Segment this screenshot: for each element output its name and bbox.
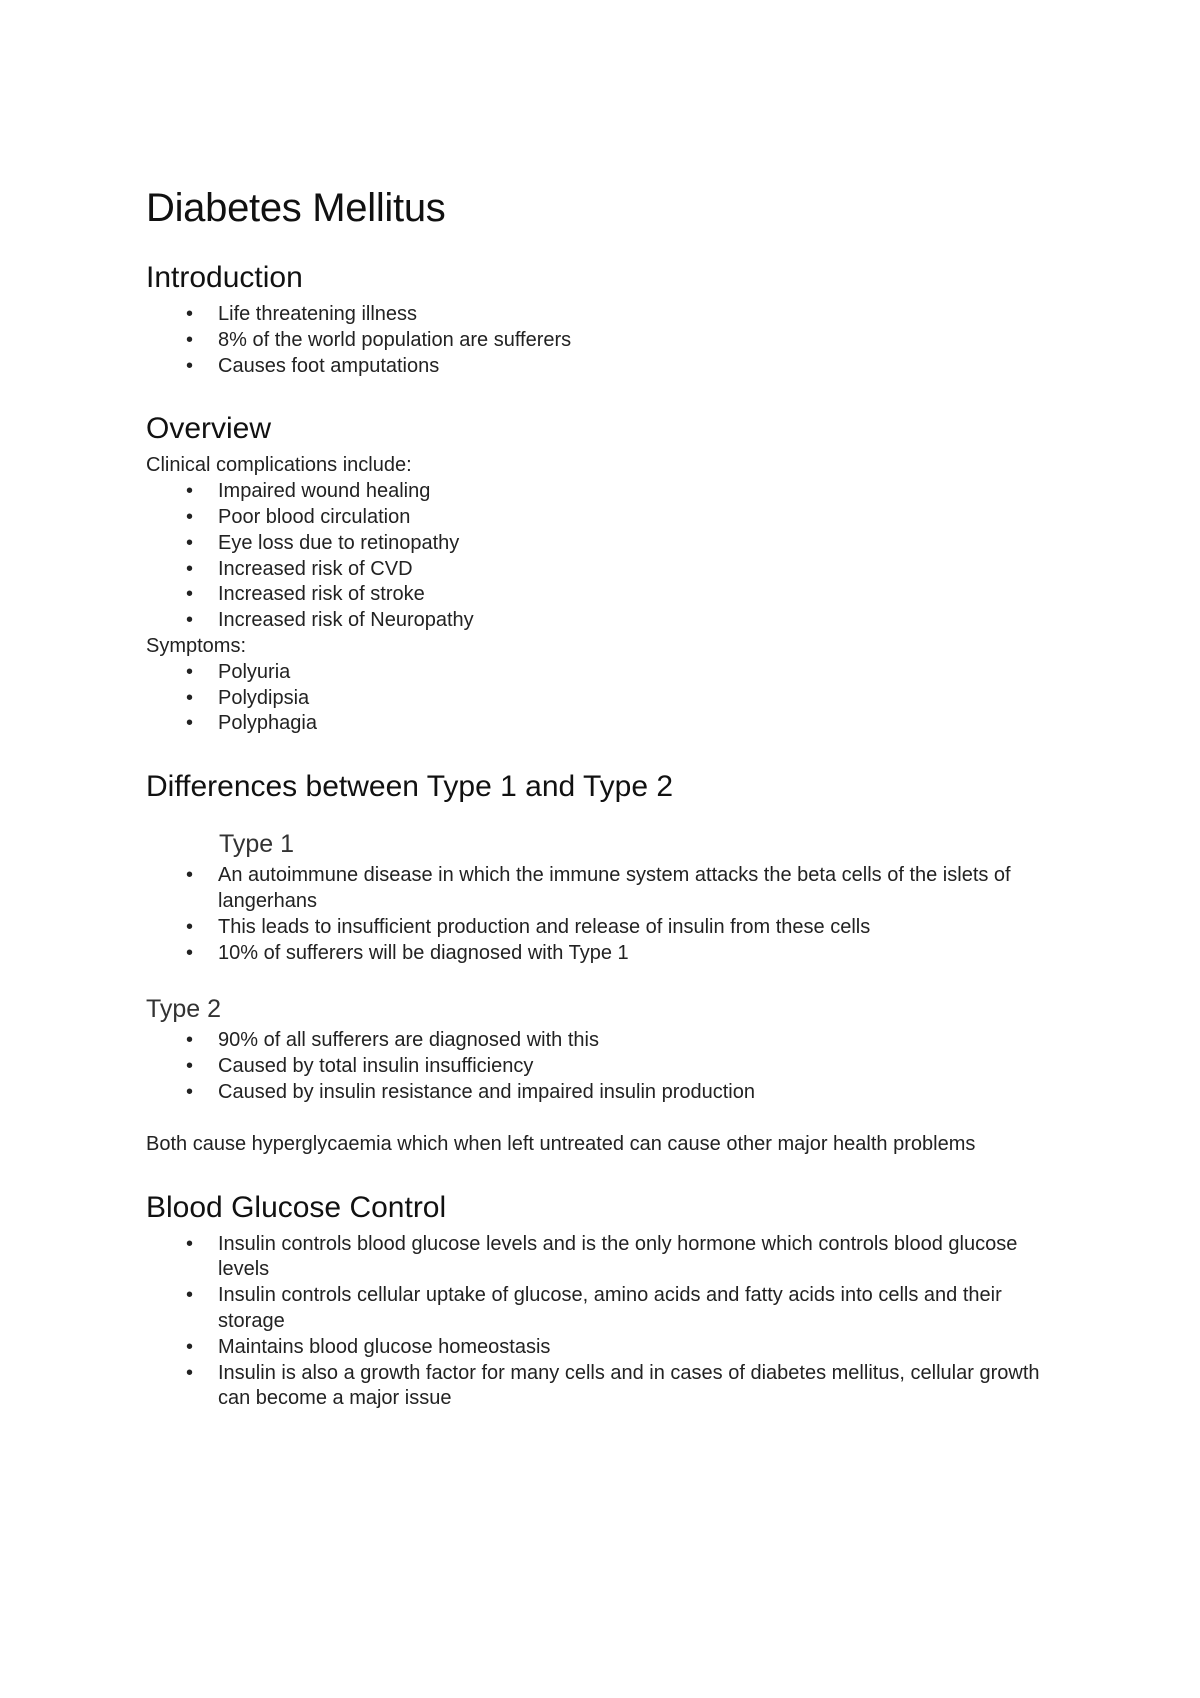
list-item [146,686,1066,712]
type2-list [146,1028,1066,1105]
bullet-icon: • [186,303,194,325]
list-item-text: Increased risk of stroke [218,583,425,606]
list-item-text: This leads to insufficient production and release of insulin from these cells [218,915,871,938]
bullet-icon: • [186,480,194,503]
symptoms-label: Symptoms: [146,634,247,657]
list-item [146,1283,1066,1335]
list-item [146,915,1066,941]
list-item [146,557,1066,583]
symptoms-list [146,660,1066,737]
introduction-heading: Introduction [146,261,303,294]
bullet-icon: • [186,941,194,964]
list-item-text: Polydipsia [218,686,310,709]
list-item-text: Insulin controls cellular uptake of glucose, amino acids and fatty acids into cells and their storage [218,1284,1002,1332]
bullet-icon: • [186,864,194,887]
list-item-text: Increased risk of CVD [218,557,413,580]
blood-glucose-heading: Blood Glucose Control [146,1190,447,1224]
type1-list [146,863,1066,966]
list-item [146,711,1066,737]
bullet-icon: • [186,557,194,580]
list-item [146,302,1066,328]
list-item-text: Maintains blood glucose homeostasis [218,1335,551,1358]
type1-heading: Type 1 [219,830,295,859]
list-item-text: Caused by insulin resistance and impaired insulin production [218,1080,755,1103]
list-item [146,660,1066,686]
document-body [146,184,1066,1412]
list-item-text: 10% of sufferers will be diagnosed with Type 1 [218,941,629,964]
overview-heading: Overview [146,412,272,446]
bullet-icon: • [186,1284,194,1307]
bullet-icon: • [186,1080,194,1103]
list-item [146,1028,1066,1054]
list-item [146,479,1066,505]
differences-summary: Both cause hyperglycaemia which when left untreated can cause other major health problems [146,1132,976,1155]
complications-label: Clinical complications include: [146,454,412,477]
list-item [146,1335,1066,1361]
bullet-icon: • [186,686,194,709]
bullet-icon: • [186,328,194,351]
list-item [146,505,1066,531]
bullet-icon: • [186,583,194,606]
complications-list [146,479,1066,634]
list-item-text: Polyuria [218,660,291,683]
document-title: Diabetes Mellitus [146,186,446,230]
type2-heading: Type 2 [146,995,222,1024]
list-item [146,328,1066,354]
list-item [146,354,1066,380]
bullet-icon: • [186,1335,194,1358]
list-item-text: Increased risk of Neuropathy [218,609,474,632]
bullet-icon: • [186,505,194,528]
list-item-text: Caused by total insulin insufficiency [218,1055,534,1078]
bullet-icon: • [186,1055,194,1078]
list-item-text: Impaired wound healing [218,480,431,503]
list-item-text: Poor blood circulation [218,505,411,528]
blood-glucose-list [146,1232,1066,1413]
list-item [146,941,1066,967]
list-item-text: 8% of the world population are sufferers [218,328,572,351]
list-item [146,582,1066,608]
bullet-icon: • [186,1232,194,1255]
list-item-text: Life threatening illness [218,303,418,325]
list-item-text: An autoimmune disease in which the immune system attacks the beta cells of the islets of langerhans [218,864,1011,912]
list-item [146,1080,1066,1106]
list-item [146,608,1066,634]
introduction-list [146,302,1066,379]
bullet-icon: • [186,1361,194,1384]
bullet-icon: • [186,531,194,554]
bullet-icon: • [186,354,194,377]
bullet-icon: • [186,609,194,632]
list-item [146,1361,1066,1413]
differences-heading: Differences between Type 1 and Type 2 [146,770,674,804]
list-item [146,531,1066,557]
list-item-text: Causes foot amputations [218,354,440,377]
list-item-text: Polyphagia [218,712,317,735]
list-item-text: 90% of all sufferers are diagnosed with this [218,1029,599,1052]
list-item-text: Insulin is also a growth factor for many cells and in cases of diabetes mellitus, cellular growth can become a major issue [218,1361,1040,1410]
list-item-text: Eye loss due to retinopathy [218,531,460,554]
bullet-icon: • [186,1029,194,1052]
bullet-icon: • [186,915,194,938]
list-item [146,1054,1066,1080]
bullet-icon: • [186,660,194,683]
list-item [146,863,1066,915]
list-item-text: Insulin controls blood glucose levels and is the only hormone which controls blood glucose levels [218,1232,1018,1281]
list-item [146,1232,1066,1284]
bullet-icon: • [186,712,194,735]
